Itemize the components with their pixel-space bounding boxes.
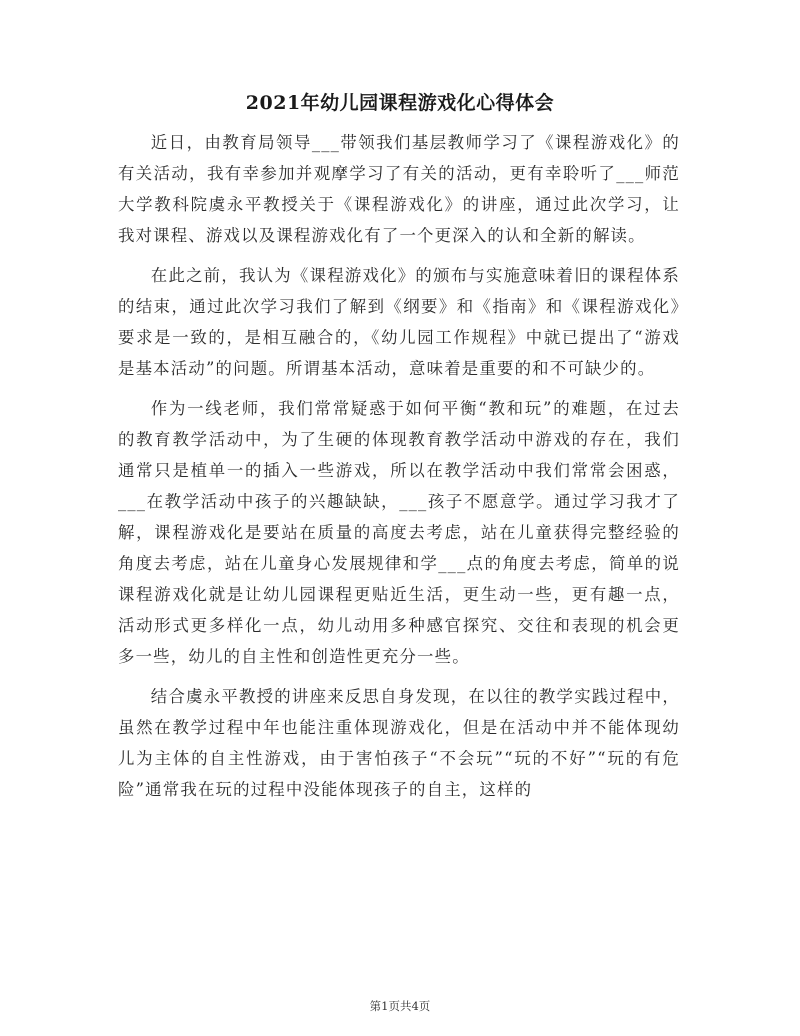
document-body [118,128,680,815]
paragraph-1: 近日，由教育局领导___带领我们基层教师学习了《课程游戏化》的有关活动，我有幸参加并观摩学习了有关的活动，更有幸聆听了___师范大学教科院虞永平教授关于《课程游戏化》的讲座，通过此次学习，让我对课程、游戏以及课程游戏化有了一个更深入的认和全新的解读。 [118,133,680,245]
paragraph-2: 在此之前，我认为《课程游戏化》的颁布与实施意味着旧的课程体系的结束，通过此次学习我们了解到《纲要》和《指南》和《课程游戏化》要求是一致的，是相互融合的，《幼儿园工作规程》中就已提出了“游戏是基本活动”的问题。所谓基本活动，意味着是重要的和不可缺少的。 [118,266,680,378]
page-number-footer: 第1页共4页 [369,999,431,1013]
document-title: 2021年幼儿园课程游戏化心得体会 [245,92,555,114]
paragraph-4: 结合虞永平教授的讲座来反思自身发现，在以往的教学实践过程中，虽然在教学过程中年也能注重体现游戏化，但是在活动中并不能体现幼儿为主体的自主性游戏，由于害怕孩子“不会玩”“玩的不好”“玩的有危险”通常我在玩的过程中没能体现孩子的自主，这样的 [118,686,680,799]
paragraph-3: 作为一线老师，我们常常疑惑于如何平衡“教和玩”的难题，在过去的教育教学活动中，为了生硬的体现教育教学活动中游戏的存在，我们通常只是植单一的插入一些游戏，所以在教学活动中我们常常会困惑，___在教学活动中孩子的兴趣缺缺，___孩子不愿意学。通过学习我才了解，课程游戏化是要站在质量的高度去考虑，站在儿童获得完整经验的角度去考虑，站在儿童身心发展规律和学___点的角度去考虑，简单的说课程游戏化就是让幼儿园课程更贴近生活，更生动一些，更有趣一点，活动形式更多样化一点，幼儿动用多种感官探究、交往和表现的机会更多一些，幼儿的自主性和创造性更充分一些。 [118,399,680,666]
